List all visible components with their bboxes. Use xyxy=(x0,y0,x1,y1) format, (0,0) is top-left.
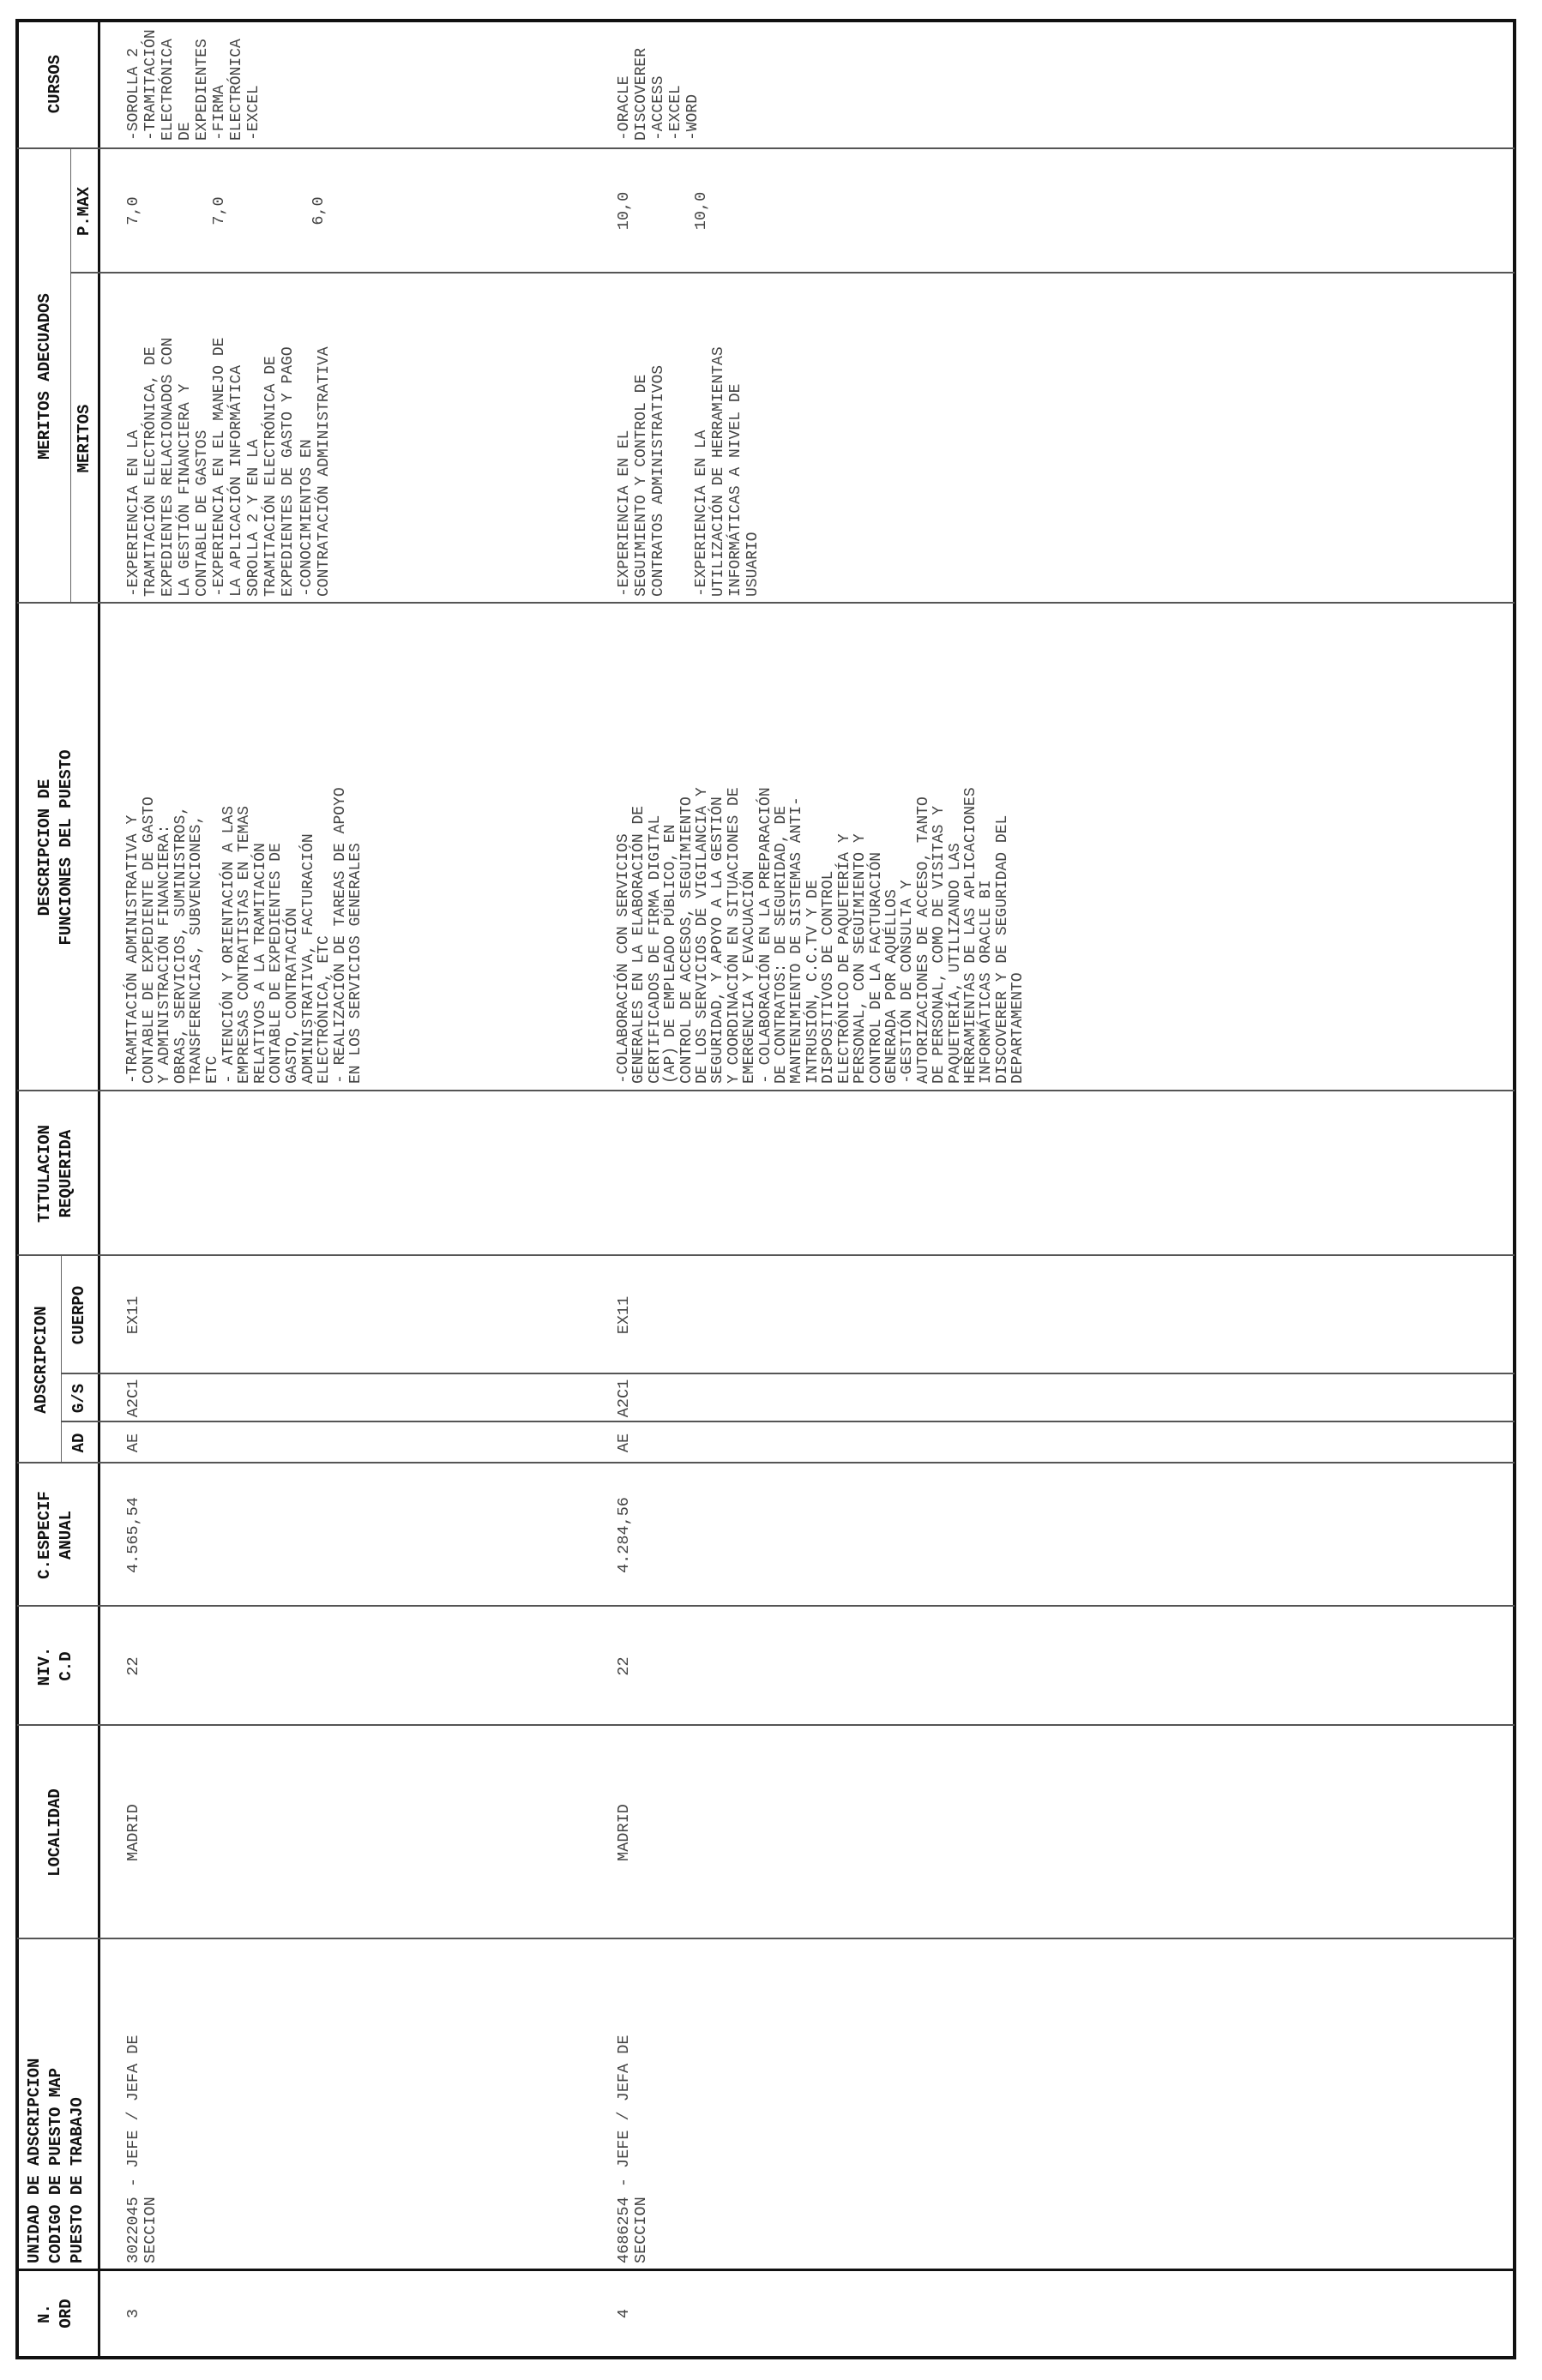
header-adscripcion: ADSCRIPCION xyxy=(32,1306,51,1414)
row-4-localidad: MADRID xyxy=(615,1804,633,1861)
col-sep-5 xyxy=(17,1462,1515,1463)
row-4-ad: AE xyxy=(615,1433,633,1453)
header-niv: NIV. C.D xyxy=(35,1646,75,1686)
row-3-cursos: -SOROLLA 2 -TRAMITACIÓN ELECTRÓNICA DE EXPEDIENTES -FIRMA ELECTRÓNICA -EXCEL xyxy=(125,29,262,141)
row-4-cuerpo: EX11 xyxy=(615,1295,633,1335)
header-localidad: LOCALIDAD xyxy=(45,1788,64,1877)
header-ad: AD xyxy=(69,1433,88,1453)
row-3-localidad: MADRID xyxy=(124,1804,142,1861)
header-meritos-adecuados: MERITOS ADECUADOS xyxy=(35,293,54,460)
header-n-ord: N. ORD xyxy=(35,2299,75,2329)
row-3-c-especif: 4.565,54 xyxy=(124,1497,142,1573)
header-cuerpo: CUERPO xyxy=(69,1285,88,1345)
row-3-merit-1: -EXPERIENCIA EN LA TRAMITACIÓN ELECTRÓNICA, DE EXPEDIENTES RELACIONADOS CON LA GESTIÓN FINANCIERA Y CONTABLE DE GASTOS xyxy=(125,337,211,597)
header-meritos: MERITOS xyxy=(75,404,93,473)
header-titulacion: TITULACION REQUERIDA xyxy=(35,1124,75,1223)
row-3-merit-3: -CONOCIMIENTOS EN CONTRATACIÓN ADMINISTRATIVA xyxy=(298,346,333,597)
row-3-puesto: 3022045 - JEFE / JEFA DE SECCION xyxy=(124,2034,160,2263)
header-descripcion: DESCRIPCION DE FUNCIONES DEL PUESTO xyxy=(35,749,75,946)
header-pmax: P.MAX xyxy=(75,187,93,237)
col-sep-gs xyxy=(61,1373,1515,1374)
row-3-merit-2-pmax: 7,0 xyxy=(210,196,228,225)
col-sep-pmax xyxy=(70,272,1515,273)
row-3-merit-2: -EXPERIENCIA EN EL MANEJO DE LA APLICACIÓN INFORMÁTICA SOROLLA 2 Y EN LA TRAMITACIÓN ELECTRÓNICA DE EXPEDIENTES DE GASTO Y PAGO xyxy=(211,337,297,597)
row-4-puesto: 4686254 - JEFE / JEFA DE SECCION xyxy=(615,2034,650,2263)
row-3-merit-3-pmax: 6,0 xyxy=(310,196,328,225)
col-sep-3 xyxy=(17,1724,1515,1726)
header-unidad: UNIDAD DE ADSCRIPCION CODIGO DE PUESTO MAP PUESTO DE TRABAJO xyxy=(25,2058,87,2263)
row-4-merit-2-pmax: 10,0 xyxy=(692,191,710,231)
row-4-n: 4 xyxy=(615,2308,633,2319)
meritos-subheader-line xyxy=(70,149,71,604)
row-4-cursos: -ORACLE DISCOVERER -ACCESS -EXCEL -WORD xyxy=(616,47,702,141)
row-3-descripcion: -TRAMITACIÓN ADMINISTRATIVA Y CONTABLE DE EXPEDIENTE DE GASTO Y ADMINISTRACIÓN FINANCIERA: OBRAS, SERVICIOS, SUMINISTROS, TRANSFERENCIAS, SUBVENCIONES, ETC - ATENCIÓN Y ORIENTACIÓN A LAS EMPRESAS CONTRATISTAS EN TEMAS RELATIVOS A LA TRAMITACIÓN CONTABLE DE EXPEDIENTES DE GASTO, CONTRATACIÓN ADMINISTRATIVA, FACTURACIÓN ELECTRÓNICA, ETC - REALIZACIÓN DE TAREAS DE APOYO EN LOS SERVICIOS GENERALES xyxy=(124,787,365,1084)
header-bottom-border xyxy=(98,22,100,2356)
row-3-gs: A2C1 xyxy=(124,1379,142,1418)
row-3-ad: AE xyxy=(124,1433,142,1453)
header-c-especif: C.ESPECIF ANUAL xyxy=(35,1491,75,1579)
row-4-merit-2: -EXPERIENCIA EN LA UTILIZACIÓN DE HERRAMIENTAS INFORMÁTICAS A NIVEL DE USUARIO xyxy=(693,346,762,597)
row-3-n: 3 xyxy=(124,2308,142,2319)
adscripcion-subheader-line xyxy=(61,1256,62,1463)
col-sep-6 xyxy=(17,1254,1515,1256)
header-gs: G/S xyxy=(69,1383,88,1414)
header-cursos: CURSOS xyxy=(45,54,64,114)
row-3-nivel: 22 xyxy=(124,1656,142,1676)
col-sep-1 xyxy=(17,2269,1515,2271)
row-4-merit-1-pmax: 10,0 xyxy=(615,191,633,231)
col-sep-8 xyxy=(17,602,1515,604)
col-sep-7 xyxy=(17,1090,1515,1091)
col-sep-9 xyxy=(17,147,1515,149)
row-3-cuerpo: EX11 xyxy=(124,1295,142,1335)
row-4-gs: A2C1 xyxy=(615,1379,633,1418)
col-sep-2 xyxy=(17,1938,1515,1939)
col-sep-ad xyxy=(61,1421,1515,1422)
row-4-descripcion: -COLABORACIÓN CON SERVICIOS GENERALES EN LA ELABORACIÓN DE CERTIFICADOS DE FIRMA DIGITAL (AP) DE EMPLEADO PÚBLICO, EN CONTROL DE ACCESOS, SEGUIMIENTO DE LOS SERVICIOS DE VIGILANCIA Y SEGURIDAD, Y APOYO A LA GESTIÓN Y COORDINACIÓN EN SITUACIONES DE EMERGENCIA Y EVACUACIÓN - COLABORACIÓN EN LA PREPARACIÓN DE CONTRATOS: DE SEGURIDAD, DE MANTENIMIENTO DE SISTEMAS ANTI- INTRUSIÓN, C.C.TV Y DE DISPOSITIVOS DE CONTROL ELECTRÓNICO DE PAQUETERÍA Y PERSONAL, CON SEGUIMIENTO Y CONTROL DE LA FACTURACIÓN GENERADA POR AQUÉLLOS -GESTIÓN DE CONSULTA Y AUTORIZACIONES DE ACCESO, TANTO DE PERSONAL, COMO DE VISITAS Y PAQUETERÍA, UTILIZANDO LAS HERRAMIENTAS DE LAS APLICACIONES INFORMÁTICAS ORACLE BI DISCOVERER Y DE SEGURIDAD DEL DEPARTAMENTO xyxy=(615,787,1027,1084)
row-4-nivel: 22 xyxy=(615,1656,633,1676)
row-4-c-especif: 4.284,56 xyxy=(615,1497,633,1573)
row-3-merit-1-pmax: 7,0 xyxy=(124,196,142,225)
col-sep-4 xyxy=(17,1605,1515,1607)
row-4-merit-1: -EXPERIENCIA EN EL SEGUIMIENTO Y CONTROL DE CONTRATOS ADMINISTRATIVOS xyxy=(616,364,667,597)
